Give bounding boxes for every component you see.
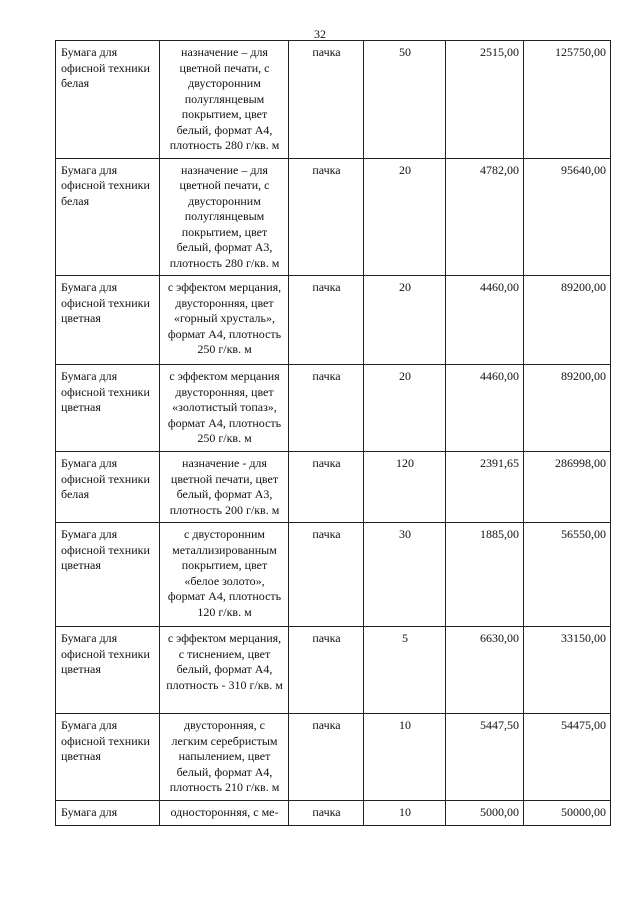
unit-price-cell: 1885,00 [446,523,524,627]
item-description-cell: двусторонняя, с легким серебристым напылением, цвет белый, формат А4, плотность 210 г/кв. м [160,714,289,801]
item-description-cell: с эффектом мерцания, с тиснением, цвет белый, формат А4, плотность - 310 г/кв. м [160,627,289,714]
total-cell: 54475,00 [524,714,611,801]
unit-cell: пачка [289,276,364,365]
table-row [56,714,611,801]
unit-price-cell: 2515,00 [446,41,524,159]
quantity-cell: 50 [364,41,446,159]
table-row [56,365,611,452]
total-cell: 89200,00 [524,365,611,452]
item-description-cell: назначение – для цветной печати, с двусторонним полуглянцевым покрытием, цвет белый, формат А3, плотность 280 г/кв. м [160,158,289,276]
unit-cell: пачка [289,452,364,523]
total-cell: 89200,00 [524,276,611,365]
specification-table [55,40,611,826]
total-cell: 56550,00 [524,523,611,627]
unit-price-cell: 5447,50 [446,714,524,801]
table-row [56,41,611,159]
unit-cell: пачка [289,627,364,714]
unit-price-cell: 2391,65 [446,452,524,523]
unit-cell: пачка [289,801,364,826]
item-name-cell: Бумага для офисной техники цветная [56,523,160,627]
unit-cell: пачка [289,523,364,627]
table-row [56,452,611,523]
quantity-cell: 20 [364,276,446,365]
item-description-cell: назначение - для цветной печати, цвет белый, формат А3, плотность 200 г/кв. м [160,452,289,523]
item-name-cell: Бумага для офисной техники белая [56,158,160,276]
item-name-cell: Бумага для [56,801,160,826]
total-cell: 33150,00 [524,627,611,714]
quantity-cell: 10 [364,714,446,801]
item-name-cell: Бумага для офисной техники белая [56,452,160,523]
item-description-cell: с двусторонним металлизированным покрытием, цвет «белое золото», формат А4, плотность 120 г/кв. м [160,523,289,627]
quantity-cell: 10 [364,801,446,826]
unit-price-cell: 4460,00 [446,365,524,452]
unit-price-cell: 4782,00 [446,158,524,276]
table-row [56,276,611,365]
quantity-cell: 30 [364,523,446,627]
unit-cell: пачка [289,365,364,452]
unit-cell: пачка [289,714,364,801]
item-name-cell: Бумага для офисной техники цветная [56,365,160,452]
unit-price-cell: 5000,00 [446,801,524,826]
unit-price-cell: 4460,00 [446,276,524,365]
table-row [56,523,611,627]
item-description-cell: назначение – для цветной печати, с двусторонним полуглянцевым покрытием, цвет белый, формат А4, плотность 280 г/кв. м [160,41,289,159]
unit-cell: пачка [289,158,364,276]
table-row [56,627,611,714]
unit-cell: пачка [289,41,364,159]
total-cell: 286998,00 [524,452,611,523]
item-name-cell: Бумага для офисной техники белая [56,41,160,159]
total-cell: 95640,00 [524,158,611,276]
item-name-cell: Бумага для офисной техники цветная [56,276,160,365]
quantity-cell: 20 [364,365,446,452]
item-name-cell: Бумага для офисной техники цветная [56,627,160,714]
item-name-cell: Бумага для офисной техники цветная [56,714,160,801]
unit-price-cell: 6630,00 [446,627,524,714]
item-description-cell: с эффектом мерцания двусторонняя, цвет «золотистый топаз», формат А4, плотность 250 г/кв. м [160,365,289,452]
quantity-cell: 20 [364,158,446,276]
table-row [56,158,611,276]
total-cell: 50000,00 [524,801,611,826]
item-description-cell: односторонняя, с ме- [160,801,289,826]
item-description-cell: с эффектом мерцания, двусторонняя, цвет «горный хрусталь», формат А4, плотность 250 г/кв. м [160,276,289,365]
quantity-cell: 120 [364,452,446,523]
total-cell: 125750,00 [524,41,611,159]
table-row [56,801,611,826]
page-number: 32 [314,27,326,41]
quantity-cell: 5 [364,627,446,714]
